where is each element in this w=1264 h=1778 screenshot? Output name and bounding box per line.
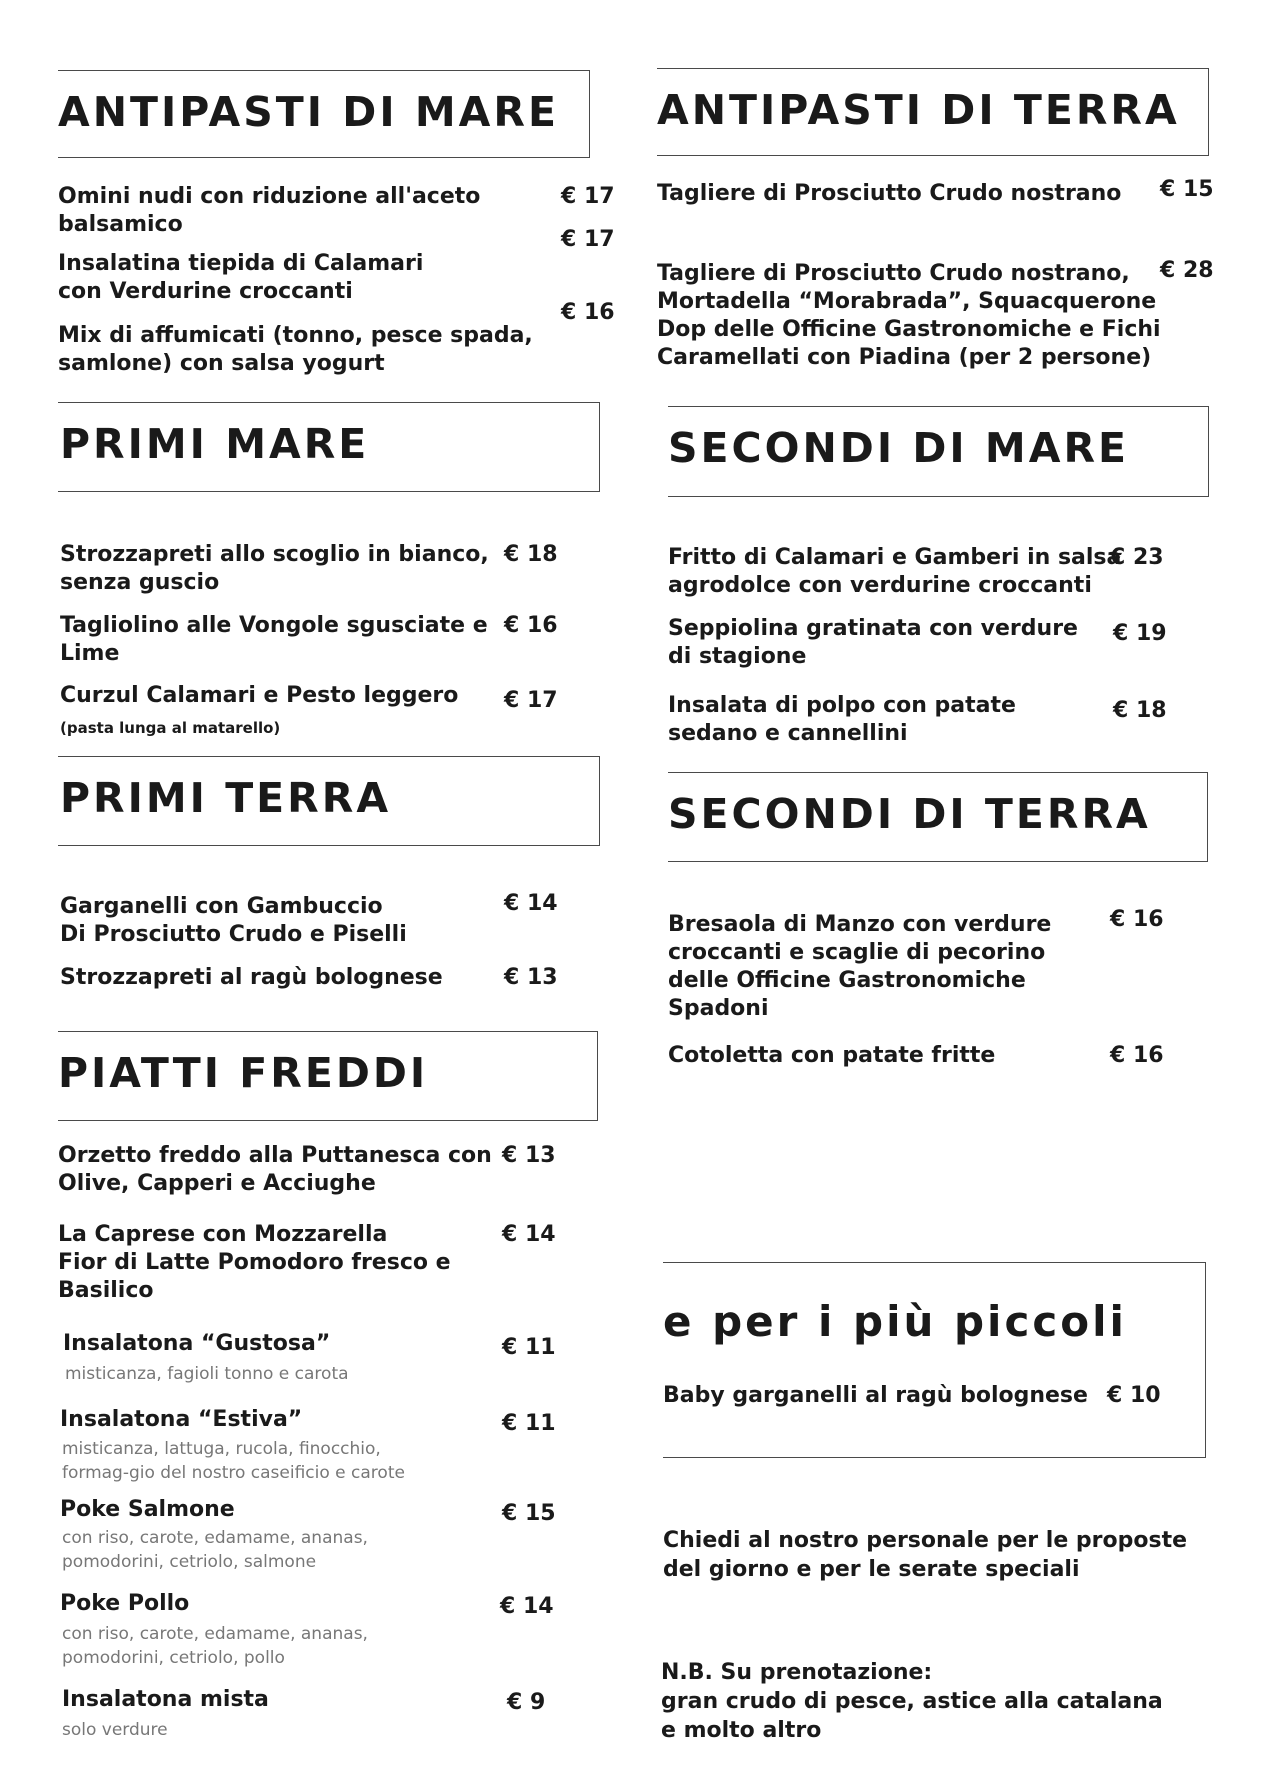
- section-title-antipasti-terra: ANTIPASTI DI TERRA: [657, 86, 1180, 134]
- section-title-primi-mare: PRIMI MARE: [60, 420, 370, 468]
- menu-item-name: Strozzapreti allo scoglio in bianco, senza guscio: [60, 542, 489, 595]
- section-title-piatti-freddi: PIATTI FREDDI: [58, 1049, 429, 1097]
- menu-item-name: Strozzapreti al ragù bolognese: [60, 965, 443, 990]
- menu-item-price: € 16: [1110, 1043, 1164, 1068]
- menu-item-price: € 18: [1113, 698, 1167, 723]
- menu-item-name: Insalatona “Estiva”: [60, 1407, 303, 1432]
- menu-item-price: € 16: [504, 613, 558, 638]
- menu-item-name: Garganelli con Gambuccio Di Prosciutto Crudo e Piselli: [60, 894, 407, 947]
- section-title-antipasti-mare: ANTIPASTI DI MARE: [58, 88, 559, 136]
- menu-item-price: € 17: [561, 227, 615, 252]
- specials-note: Chiedi al nostro personale per le proposte del giorno e per le serate speciali: [663, 1528, 1188, 1582]
- menu-item-name: Tagliere di Prosciutto Crudo nostrano, Mortadella “Morabrada”, Squacquerone Dop delle Officine Gastronomiche e Fichi Caramellati con Piadina (per 2 persone): [657, 261, 1161, 370]
- menu-item-price: € 15: [1160, 177, 1214, 202]
- menu-item-price: € 17: [504, 688, 558, 713]
- menu-item-description: con riso, carote, edamame, ananas, pomodorini, cetriolo, salmone: [62, 1528, 368, 1572]
- menu-item-name: Poke Pollo: [60, 1591, 190, 1616]
- menu-item-name: Fritto di Calamari e Gamberi in salsa agrodolce con verdurine croccanti: [668, 545, 1122, 598]
- menu-item-price: € 13: [502, 1143, 556, 1168]
- menu-item-name: Seppiolina gratinata con verdure di stagione: [668, 616, 1078, 669]
- menu-item-price: € 18: [504, 542, 558, 567]
- menu-item-price: € 17: [561, 184, 615, 209]
- menu-item-name: Insalata di polpo con patate sedano e cannellini: [668, 693, 1016, 746]
- section-title-kids: e per i più piccoli: [663, 1297, 1127, 1346]
- menu-item-name: Mix di affumicati (tonno, pesce spada, samlone) con salsa yogurt: [58, 323, 533, 376]
- section-box-kids: [663, 1262, 1206, 1458]
- menu-item-name: Bresaola di Manzo con verdure croccanti e scaglie di pecorino delle Officine Gastronomiche Spadoni: [668, 912, 1052, 1021]
- menu-item-description: con riso, carote, edamame, ananas, pomodorini, cetriolo, pollo: [62, 1624, 368, 1668]
- menu-item-price: € 11: [502, 1411, 556, 1436]
- menu-item-price: € 9: [507, 1690, 546, 1715]
- menu-item-name: Tagliolino alle Vongole sgusciate e Lime: [60, 613, 488, 666]
- menu-item-price: € 14: [500, 1594, 554, 1619]
- menu-item-name: Curzul Calamari e Pesto leggero: [60, 683, 459, 708]
- menu-item-price: € 23: [1110, 545, 1164, 570]
- menu-item-name: Insalatina tiepida di Calamari con Verdurine croccanti: [58, 251, 424, 304]
- menu-item-price: € 13: [504, 965, 558, 990]
- menu-item-name: Cotoletta con patate fritte: [668, 1043, 996, 1068]
- menu-item-name: Baby garganelli al ragù bolognese: [663, 1383, 1088, 1408]
- section-title-secondi-mare: SECONDI DI MARE: [668, 424, 1130, 472]
- menu-item-name: Tagliere di Prosciutto Crudo nostrano: [657, 181, 1122, 206]
- menu-item-price: € 14: [504, 891, 558, 916]
- menu-item-name: La Caprese con Mozzarella Fior di Latte Pomodoro fresco e Basilico: [58, 1222, 451, 1303]
- menu-item-price: € 16: [1110, 907, 1164, 932]
- menu-item-name: Insalatona mista: [62, 1687, 269, 1712]
- menu-item-price: € 16: [561, 300, 615, 325]
- menu-item-price: € 15: [502, 1501, 556, 1526]
- menu-item-description: misticanza, lattuga, rucola, finocchio, formag-gio del nostro caseificio e carote: [62, 1439, 405, 1483]
- menu-item-price: € 28: [1160, 258, 1214, 283]
- menu-item-name: Omini nudi con riduzione all'aceto balsamico: [58, 184, 481, 237]
- menu-item-price: € 10: [1107, 1383, 1161, 1408]
- menu-item-price: € 19: [1113, 621, 1167, 646]
- menu-item-note: (pasta lunga al matarello): [60, 719, 281, 737]
- menu-item-description: misticanza, fagioli tonno e carota: [65, 1364, 349, 1384]
- menu-item-price: € 14: [502, 1222, 556, 1247]
- menu-item-name: Insalatona “Gustosa”: [63, 1331, 331, 1356]
- section-title-primi-terra: PRIMI TERRA: [60, 774, 392, 822]
- menu-item-price: € 11: [502, 1335, 556, 1360]
- menu-item-name: Orzetto freddo alla Puttanesca con Olive, Capperi e Acciughe: [58, 1143, 492, 1196]
- menu-item-description: solo verdure: [62, 1720, 168, 1740]
- section-title-secondi-terra: SECONDI DI TERRA: [668, 790, 1151, 838]
- menu-item-name: Poke Salmone: [60, 1497, 235, 1522]
- reservation-note: N.B. Su prenotazione: gran crudo di pesce, astice alla catalana e molto altro: [661, 1660, 1163, 1743]
